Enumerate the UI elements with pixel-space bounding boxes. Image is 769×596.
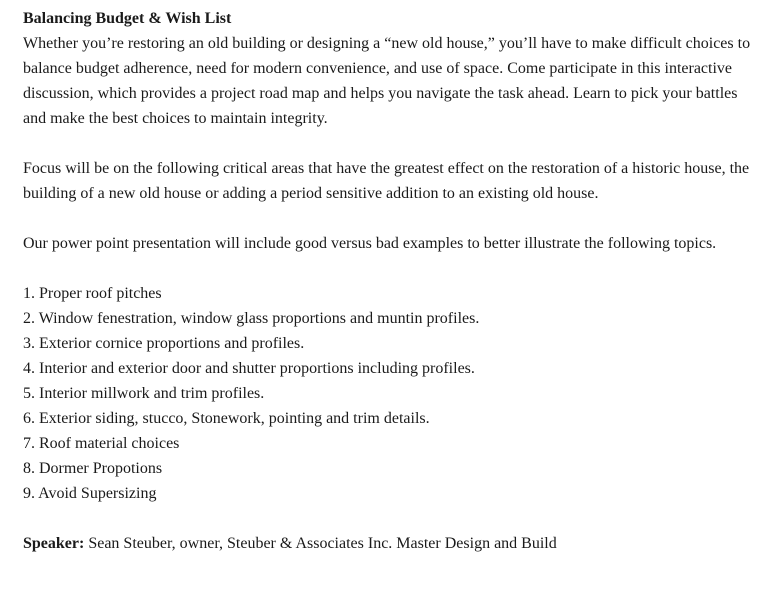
topic-item: 6. Exterior siding, stucco, Stonework, pointing and trim details. (23, 410, 430, 427)
topic-item: 3. Exterior cornice proportions and profiles. (23, 335, 305, 352)
topic-item: 4. Interior and exterior door and shutter proportions including profiles. (23, 360, 475, 377)
topic-item: 7. Roof material choices (23, 435, 180, 452)
speaker-label: Speaker: (23, 535, 85, 552)
paragraph-gap (23, 506, 759, 531)
paragraph-gap (23, 256, 759, 281)
speaker-line (23, 531, 759, 556)
topic-item: 9. Avoid Supersizing (23, 485, 157, 502)
intro-paragraph: Whether you’re restoring an old building or designing a “new old house,” you’ll have to make difficult choices to balance budget adherence, need for modern convenience, and use of space. Come participate in this interactive discussion, which provides a project road map and helps you navigate the task ahead. Learn to pick your battles and make the best choices to maintain integrity. (23, 35, 751, 127)
topic-item: 8. Dormer Propotions (23, 460, 163, 477)
focus-paragraph: Focus will be on the following critical areas that have the greatest effect on the restoration of a historic house, the building of a new old house or adding a period sensitive addition to an existing old house. (23, 160, 750, 202)
document-body (23, 6, 759, 556)
topic-item: 1. Proper roof pitches (23, 285, 162, 302)
document-title: Balancing Budget & Wish List (23, 10, 232, 27)
paragraph-gap (23, 206, 759, 231)
presentation-paragraph: Our power point presentation will include good versus bad examples to better illustrate the following topics. (23, 235, 717, 252)
speaker-details: Sean Steuber, owner, Steuber & Associates Inc. Master Design and Build (88, 535, 557, 552)
topic-item: 2. Window fenestration, window glass proportions and muntin profiles. (23, 310, 480, 327)
paragraph-gap (23, 131, 759, 156)
topics-list (23, 281, 759, 506)
topic-item: 5. Interior millwork and trim profiles. (23, 385, 265, 402)
